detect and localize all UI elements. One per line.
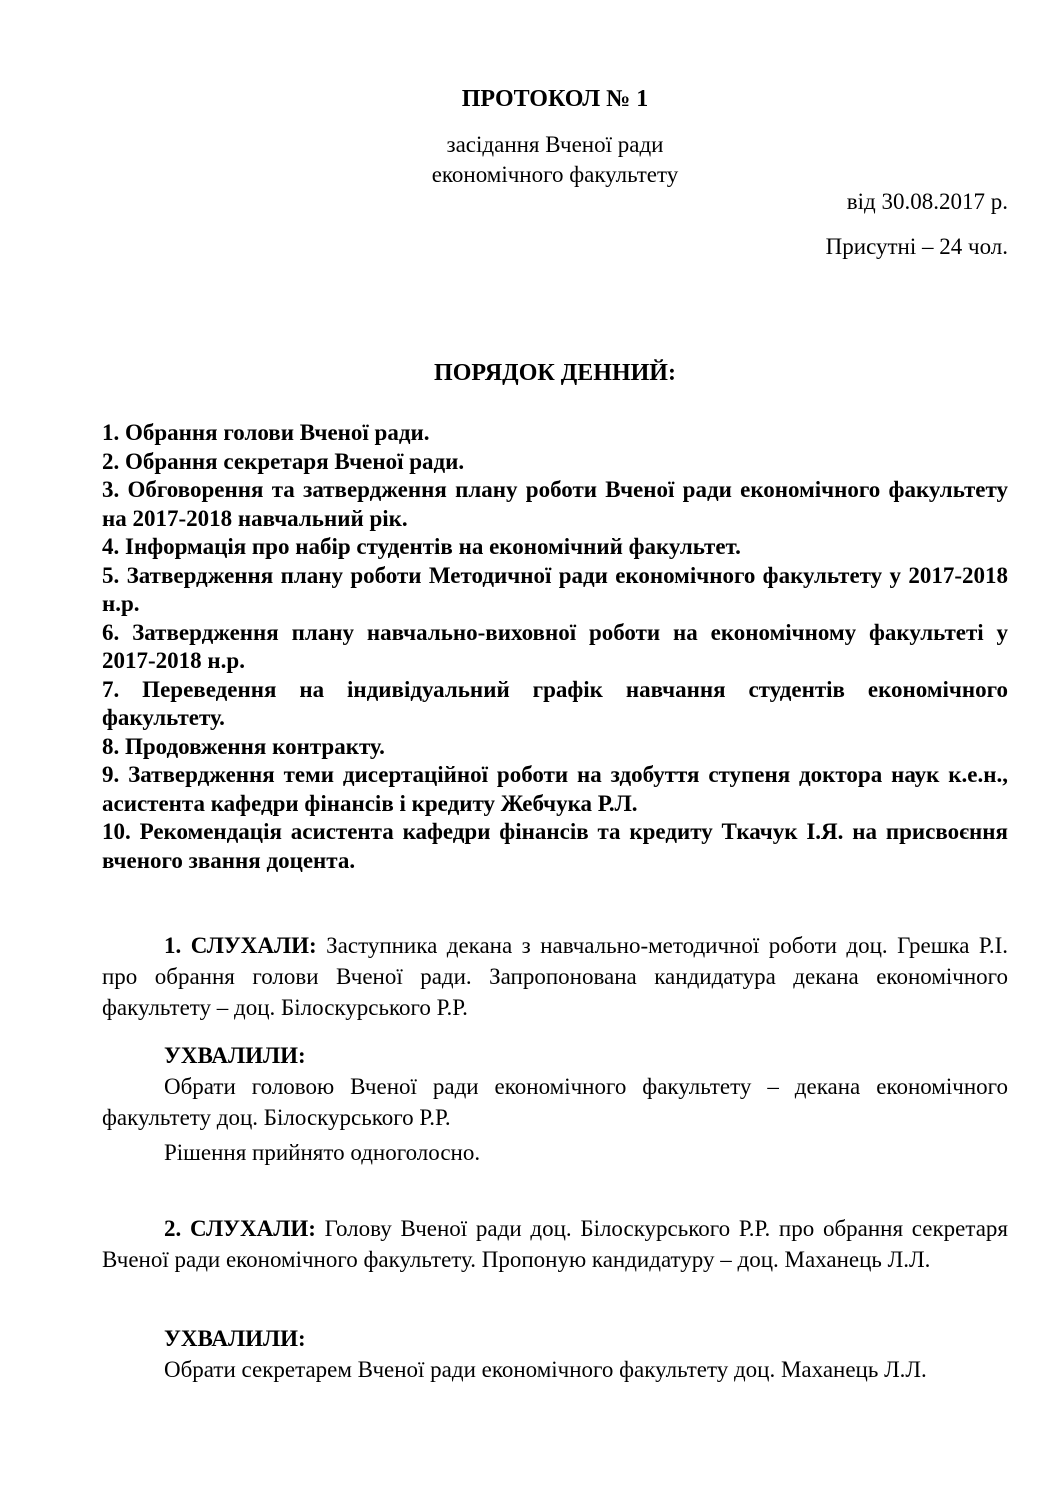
agenda-item: 5. Затвердження плану роботи Методичної ради економічного факультету у 2017-2018 н.р. — [102, 562, 1008, 616]
agenda-list — [102, 419, 1008, 875]
heard-label: 1. СЛУХАЛИ: — [164, 933, 317, 958]
agenda-item: 2. Обрання секретаря Вченої ради. — [102, 448, 465, 474]
heard-paragraph — [102, 930, 1008, 1023]
resolved-text: Обрати головою Вченої ради економічного факультету – декана економічного факультету доц. Білоскурського Р.Р. — [102, 1074, 1008, 1130]
agenda-item: 8. Продовження контракту. — [102, 733, 385, 759]
protocol-subtitle — [102, 130, 1008, 190]
attendance-count: Присутні – 24 чол. — [825, 234, 1008, 259]
section-2-heard — [102, 1213, 1008, 1275]
protocol-title: ПРОТОКОЛ № 1 — [461, 86, 649, 112]
resolved-label: УХВАЛИЛИ: — [164, 1043, 306, 1068]
heard-text: Заступника декана з навчально-методичної роботи доц. Грешка Р.І. про обрання голови Вченої ради. Запропонована кандидатура декана економічного факультету – доц. Білоскурського Р.Р. — [102, 933, 1008, 1020]
resolved-text: Обрати секретарем Вченої ради економічного факультету доц. Маханець Л.Л. — [164, 1357, 927, 1382]
agenda-item: 1. Обрання голови Вченої ради. — [102, 420, 430, 445]
protocol-date: від 30.08.2017 р. — [846, 189, 1008, 214]
section-1-heard — [102, 930, 1008, 1023]
agenda-title: ПОРЯДОК ДЕННИЙ: — [434, 360, 676, 386]
agenda-item: 4. Інформація про набір студентів на економічний факультет. — [102, 534, 741, 559]
heard-paragraph — [102, 1213, 1008, 1275]
heard-label: 2. СЛУХАЛИ: — [164, 1216, 316, 1241]
heard-text: Голову Вченої ради доц. Білоскурського Р.Р. про обрання секретаря Вченої ради економічного факультету. Пропоную кандидатуру – доц. Маханець Л.Л. — [102, 1216, 1008, 1272]
agenda-item: 7. Переведення на індивідуальний графік навчання студентів економічного факультету. — [102, 676, 1008, 730]
agenda-item: 3. Обговорення та затвердження плану роботи Вченої ради економічного факультету на 2017-2018 навчальний рік. — [102, 477, 1008, 531]
agenda-item: 10. Рекомендація асистента кафедри фінансів та кредиту Ткачук І.Я. на присвоєння вченого звання доцента. — [102, 819, 1008, 873]
section-2-resolved — [102, 1323, 1008, 1385]
section-1-resolved — [102, 1040, 1008, 1168]
agenda-item: 6. Затвердження плану навчально-виховної роботи на економічному факультеті у 2017-2018 н.р. — [102, 619, 1008, 673]
resolved-label: УХВАЛИЛИ: — [164, 1326, 306, 1351]
subtitle-line-1: засідання Вченої ради — [446, 132, 664, 157]
agenda-item: 9. Затвердження теми дисертаційної роботи на здобуття ступеня доктора наук к.е.н., асистента кафедри фінансів і кредиту Жебчука Р.Л. — [102, 762, 1008, 816]
subtitle-line-2: економічного факультету — [431, 162, 679, 187]
decision-text: Рішення прийнято одноголосно. — [164, 1140, 481, 1165]
